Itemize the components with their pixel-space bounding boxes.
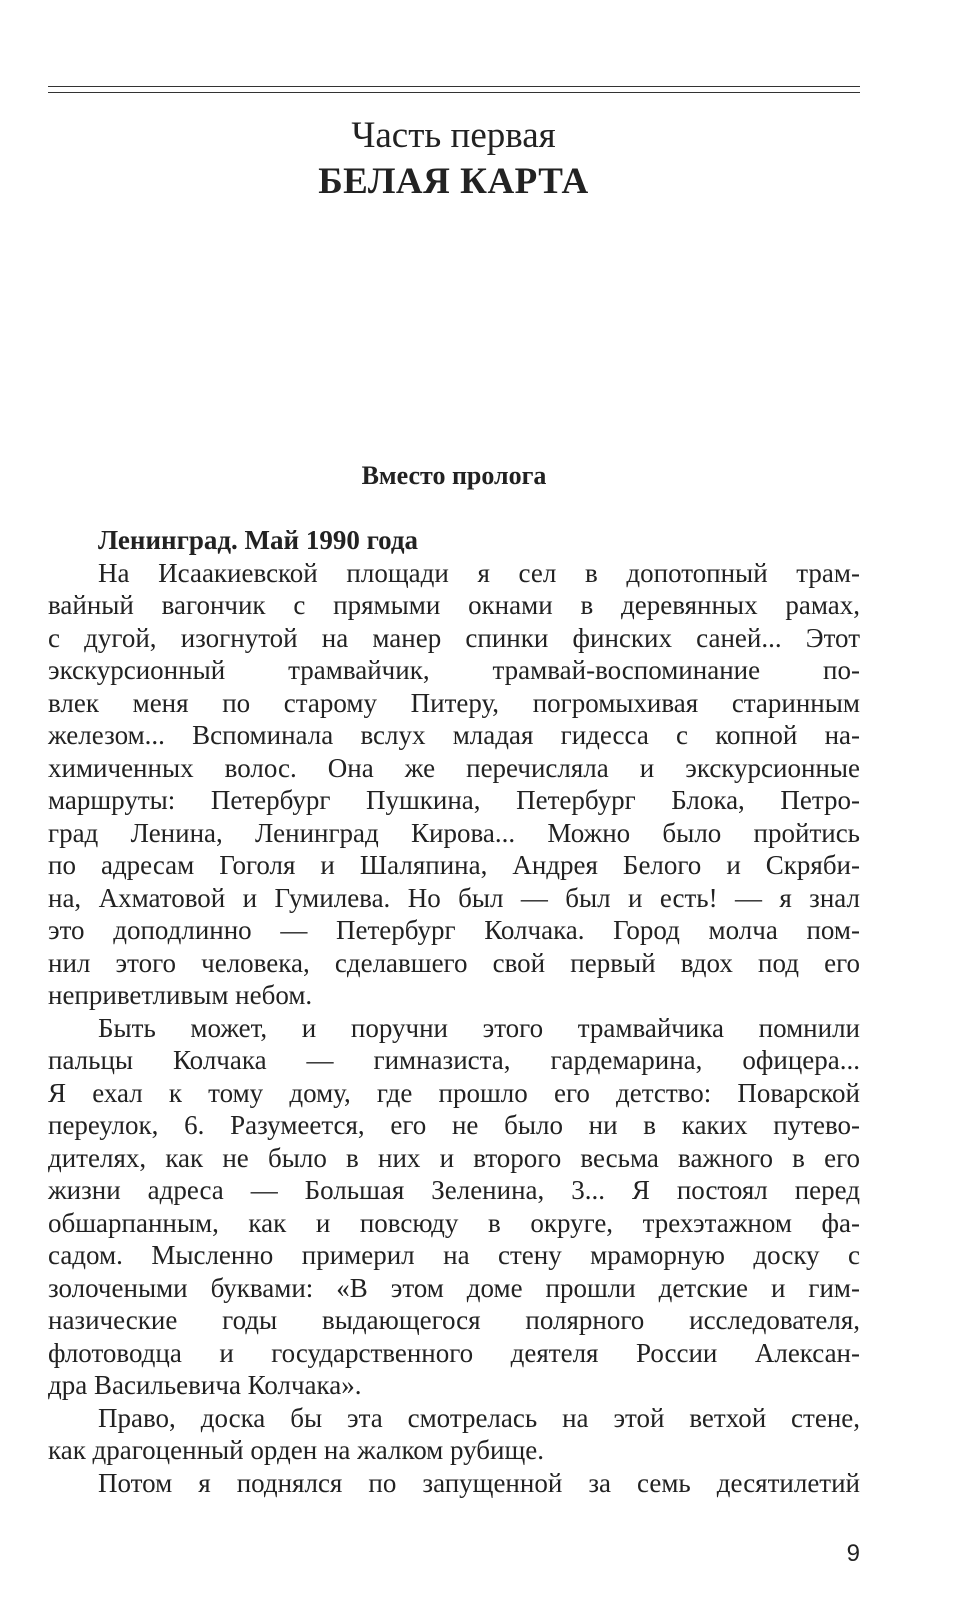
text-line: неприветливым небом. bbox=[48, 980, 313, 1010]
text-line: маршруты: Петербург Пушкина, Петербург Блока, Петро- bbox=[48, 785, 860, 815]
text-line: жизни адреса — Большая Зеленина, 3... Я постоял перед bbox=[48, 1175, 860, 1205]
text-line: вайный вагончик с прямыми окнами в деревянных рамах, bbox=[48, 590, 860, 620]
text-line: Быть может, и поручни этого трамвайчика помнили bbox=[98, 1012, 860, 1043]
text-line: золочеными буквами: «В этом доме прошли детские и гим- bbox=[48, 1272, 860, 1303]
text-line: обшарпанным, как и повсюду в округе, трехэтажном фа- bbox=[48, 1207, 860, 1238]
text-line: Право, доска бы эта смотрелась на этой ветхой стене, bbox=[98, 1402, 860, 1433]
part-title: БЕЛАЯ КАРТА bbox=[318, 161, 589, 202]
dateline: Ленинград. Май 1990 года bbox=[98, 525, 419, 555]
text-line: флотоводца и государственного деятеля России Алексан- bbox=[48, 1337, 860, 1368]
text-line: это доподлинно — Петербург Колчака. Город молча пом- bbox=[48, 915, 860, 945]
section-heading: Вместо пролога bbox=[361, 461, 547, 490]
text-line: нил этого человека, сделавшего свой первый вдох под его bbox=[48, 947, 860, 978]
page-number: 9 bbox=[846, 1540, 860, 1567]
text-line: влек меня по старому Питеру, погромыхивая старинным bbox=[48, 687, 860, 718]
text-line: На Исаакиевской площади я сел в допотопный трам- bbox=[98, 557, 860, 588]
text-line: как драгоценный орден на жалком рубище. bbox=[48, 1435, 545, 1465]
text-line: дителях, как не было в них и второго весьма важного в его bbox=[48, 1142, 860, 1173]
text-line: Потом я поднялся по запущенной за семь десятилетий bbox=[98, 1467, 860, 1498]
text-line: назические годы выдающегося полярного исследователя, bbox=[48, 1305, 860, 1335]
text-line: садом. Мысленно примерил на стену мраморную доску с bbox=[48, 1240, 860, 1270]
text-line: пальцы Колчака — гимназиста, гардемарина, офицера... bbox=[48, 1045, 860, 1075]
text-line: дра Васильевича Колчака». bbox=[48, 1370, 362, 1400]
text-line: железом... Вспоминала вслух младая гидесса с копной на- bbox=[48, 720, 860, 750]
text-line: экскурсионный трамвайчик, трамвай-воспоминание по- bbox=[48, 655, 860, 685]
text-line: град Ленина, Ленинград Кирова... Можно было пройтись bbox=[48, 817, 860, 848]
text-line: по адресам Гоголя и Шаляпина, Андрея Белого и Скряби- bbox=[48, 850, 860, 880]
text-line: на, Ахматовой и Гумилева. Но был — был и есть! — я знал bbox=[48, 882, 860, 913]
text-line: химиченных волос. Она же перечисляла и экскурсионные bbox=[48, 752, 860, 783]
body-text bbox=[48, 524, 860, 1499]
text-line: с дугой, изогнутой на манер спинки финских саней... Этот bbox=[48, 622, 860, 653]
top-rule-upper bbox=[48, 86, 860, 87]
part-label: Часть первая bbox=[351, 115, 556, 156]
text-line: Я ехал к тому дому, где прошло его детство: Поварской bbox=[48, 1077, 860, 1108]
text-line: переулок, 6. Разумеется, его не было ни в каких путево- bbox=[48, 1110, 860, 1140]
top-rule-lower bbox=[48, 92, 860, 93]
